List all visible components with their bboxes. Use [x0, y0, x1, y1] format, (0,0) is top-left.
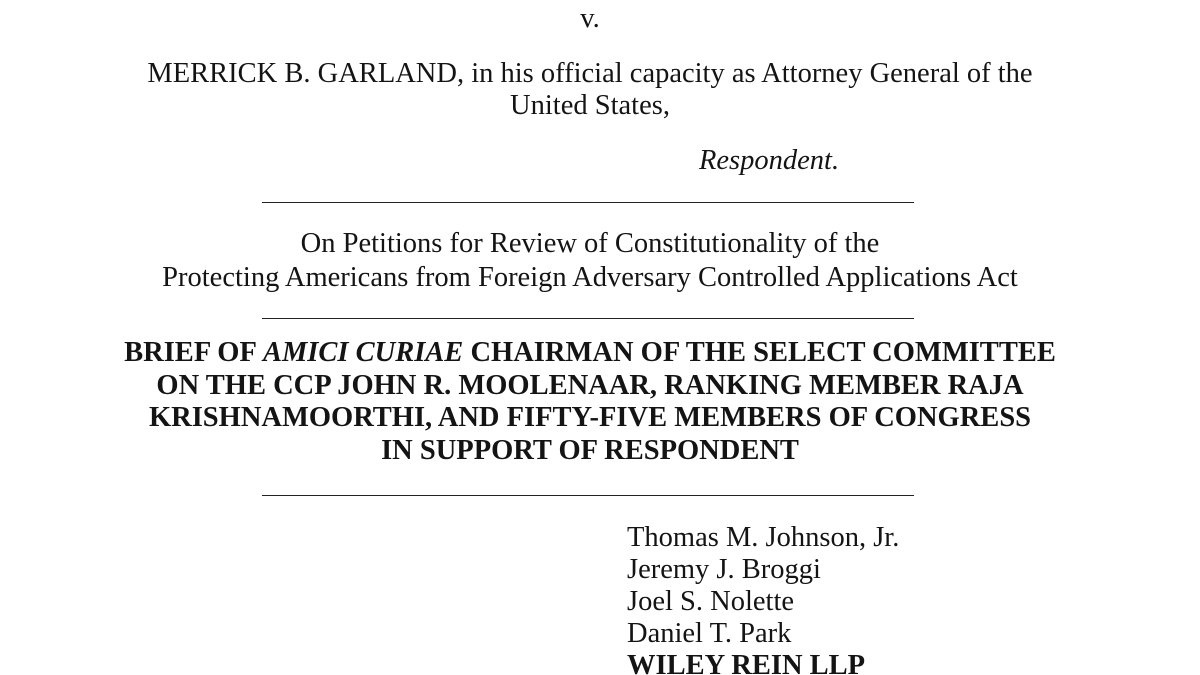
brief-title-prefix: BRIEF OF [124, 337, 256, 368]
divider-rule-3 [262, 495, 914, 496]
petition-line-2: Protecting Americans from Foreign Adversary Controlled Applications Act [162, 262, 1018, 293]
respondent-name-line-1: MERRICK B. GARLAND, in his official capacity as Attorney General of the [147, 58, 1033, 89]
counsel-name: Daniel T. Park [627, 618, 792, 649]
brief-title-line-3: KRISHNAMOORTHI, AND FIFTY-FIVE MEMBERS OF CONGRESS [148, 402, 1032, 433]
versus-label: v. [580, 3, 600, 34]
brief-title-line-1 [0, 336, 1180, 369]
law-firm-name: WILEY REIN LLP [627, 650, 866, 675]
divider-rule-1 [262, 202, 914, 203]
petition-line-1: On Petitions for Review of Constitutionality of the [300, 228, 880, 259]
divider-rule-2 [262, 318, 914, 319]
brief-title-line-2: ON THE CCP JOHN R. MOOLENAAR, RANKING MEMBER RAJA [156, 370, 1024, 401]
respondent-name-line-2: United States, [510, 90, 670, 121]
brief-title-line-4: IN SUPPORT OF RESPONDENT [381, 435, 799, 466]
counsel-name: Jeremy J. Broggi [627, 554, 821, 585]
counsel-name: Joel S. Nolette [627, 586, 795, 617]
counsel-name: Thomas M. Johnson, Jr. [627, 522, 900, 553]
respondent-role: Respondent. [699, 145, 840, 176]
brief-title-suffix: CHAIRMAN OF THE SELECT COMMITTEE [470, 337, 1056, 368]
brief-title-amici: AMICI CURIAE [262, 337, 464, 368]
